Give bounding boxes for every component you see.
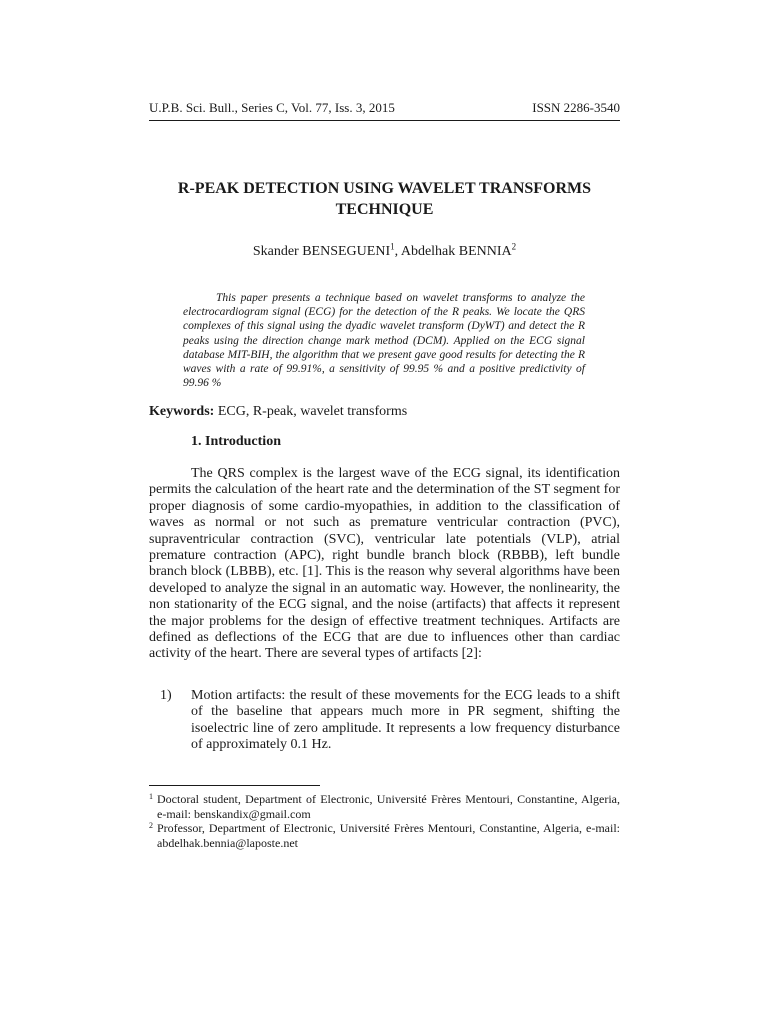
footnote-mark: 1	[149, 792, 153, 801]
footnote-divider	[149, 785, 320, 786]
footnote-text: Doctoral student, Department of Electronic, Université Frères Mentouri, Constantine, Algeria, e-mail: benskandix@gmail.com	[157, 792, 620, 821]
footnote	[149, 821, 620, 850]
author-list	[149, 241, 620, 260]
footnote	[149, 792, 620, 821]
abstract: This paper presents a technique based on wavelet transforms to analyze the electrocardiogram signal (ECG) for the detection of the R peaks. We locate the QRS complexes of this signal using the dyadic wavelet transform (DyWT) and detect the R peaks using the direction change mark method (DCM). Applied on the ECG signal database MIT-BIH, the algorithm that we present gave good results for detecting the R waves with a rate of 99.91%, a sensitivity of 99.95 % and a positive predictivity of 99.96 %	[183, 292, 585, 390]
footnote-text: Professor, Department of Electronic, Université Frères Mentouri, Constantine, Algeria, e-mail: abdelhak.bennia@laposte.net	[157, 821, 620, 850]
author-name: Abdelhak BENNIA	[400, 244, 512, 259]
footnotes	[149, 792, 620, 850]
paper-title-line-1: R-PEAK DETECTION USING WAVELET TRANSFORMS	[177, 180, 592, 197]
list-item-text: Motion artifacts: the result of these movements for the ECG leads to a shift of the baseline that appears much more in PR segment, shifting the isoelectric line of zero amplitude. It represents a low frequency disturbance of approximately 0.1 Hz.	[191, 688, 620, 753]
keywords-label: Keywords:	[149, 404, 215, 419]
author-separator: ,	[394, 244, 401, 259]
author-footnote-mark: 2	[511, 241, 517, 252]
body-paragraph: The QRS complex is the largest wave of the ECG signal, its identification permits the calculation of the heart rate and the determination of the ST segment for proper diagnosis of some cardio-myopathies, in addition to the classification of waves as normal or not such as premature ventricular contraction (PVC), supraventricular contraction (SVC), ventricular late potentials (VLP), atrial premature contraction (APC), right bundle branch block (RBBB), left bundle branch block (LBBB), etc. [1]. This is the reason why several algorithms have been developed to analyze the signal in an automatic way. However, the nonlinearity, the non stationarity of the ECG signal, and the noise (artifacts) that affects it represent the major problems for the design of effective treatment techniques. Artifacts are defined as deflections of the ECG that are due to influences other than cardiac activity of the heart. There are several types of artifacts [2]:	[149, 466, 620, 662]
keywords-text: ECG, R-peak, wavelet transforms	[214, 404, 408, 419]
issn-number: ISSN 2286-3540	[532, 100, 620, 115]
author-footnote-mark: 1	[390, 241, 395, 252]
section-heading: 1. Introduction	[191, 434, 281, 449]
paper-title-line-2: TECHNIQUE	[335, 201, 434, 218]
journal-citation: U.P.B. Sci. Bull., Series C, Vol. 77, Iss. 3, 2015	[149, 100, 395, 115]
running-header	[149, 100, 620, 121]
keywords	[149, 404, 620, 420]
list-item	[149, 688, 620, 754]
paper-title	[149, 178, 620, 220]
footnote-mark: 2	[149, 821, 153, 830]
author-name: Skander BENSEGUENI	[252, 244, 391, 259]
list-item-number: 1)	[160, 688, 172, 703]
